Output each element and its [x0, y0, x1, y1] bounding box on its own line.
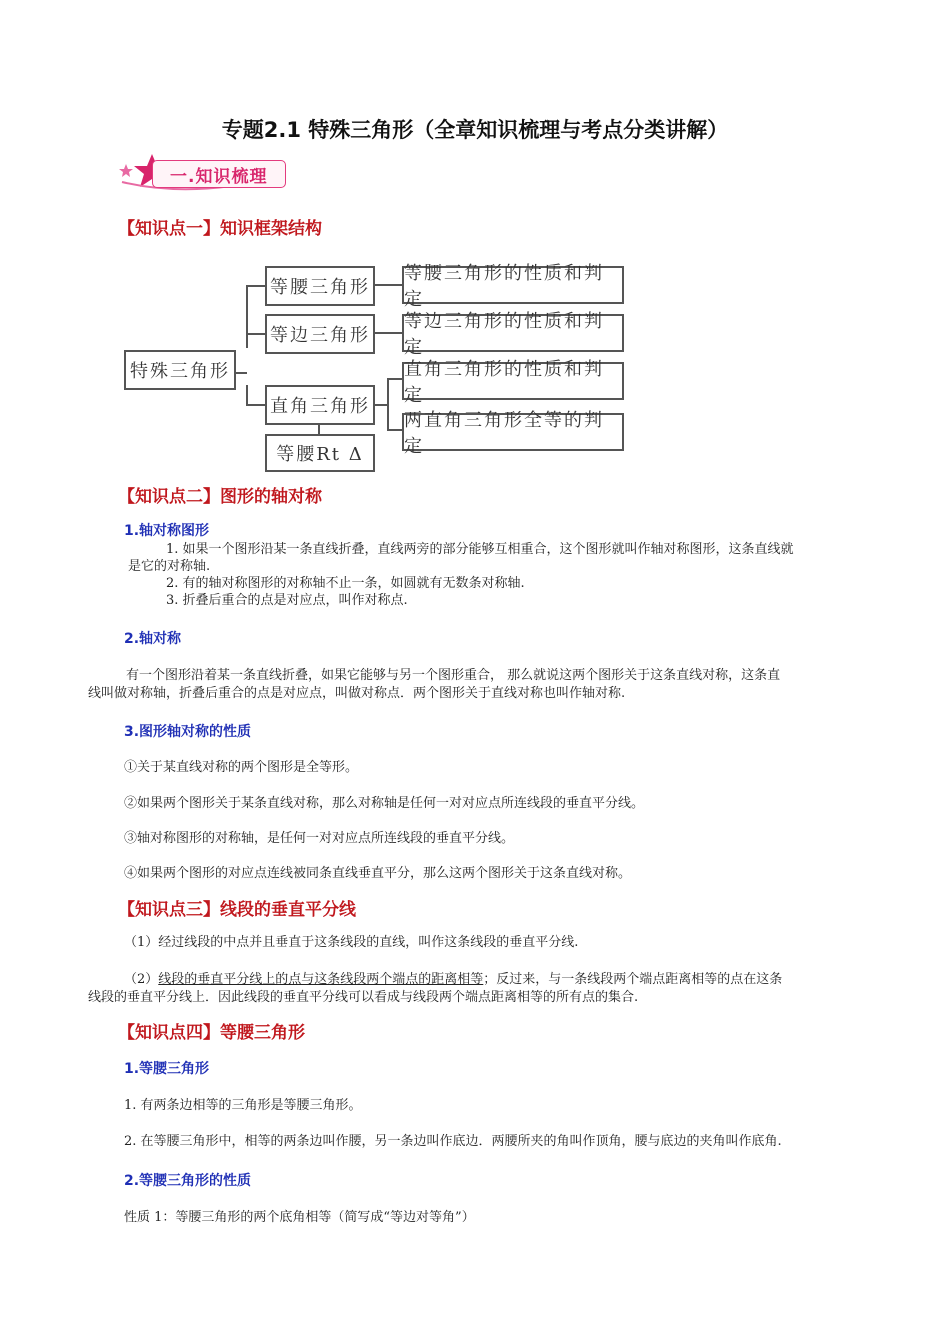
- kp2-s3-title: 3.图形轴对称的性质: [124, 724, 252, 740]
- kp2-s1-p2: 2. 有的轴对称图形的对称轴不止一条，如圆就有无数条对称轴.: [166, 576, 525, 591]
- node-equilateral-property: 等边三角形的性质和判定: [402, 314, 624, 352]
- kp3-p2: [124, 970, 782, 989]
- kp3-p2b: 线段的垂直平分线上．因此线段的垂直平分线可以看成与线段两个端点距离相等的所有点的集合.: [88, 990, 639, 1005]
- connector: [387, 378, 389, 430]
- kp2-s2-p1b: 线叫做对称轴，折叠后重合的点是对应点，叫做对称点．两个图形关于直线对称也叫作轴对称.: [88, 686, 626, 701]
- kp3-p2-underlined: 线段的垂直平分线上的点与这条线段两个端点的距离相等: [158, 972, 484, 987]
- connector: [246, 385, 248, 405]
- connector: [246, 285, 248, 348]
- connector: [246, 333, 266, 335]
- kp2-s3-item4: ④如果两个图形的对应点连线被同条直线垂直平分，那么这两个图形关于这条直线对称。: [124, 866, 632, 881]
- kp3-p2-prefix: （2）: [124, 972, 159, 987]
- kp3-heading: 【知识点三】线段的垂直平分线: [118, 900, 356, 920]
- connector: [246, 404, 266, 406]
- banner-label: 一.知识梳理: [170, 167, 268, 187]
- kp1-heading: 【知识点一】知识框架结构: [118, 219, 322, 239]
- kp4-s1-p2: 2. 在等腰三角形中，相等的两条边叫作腰，另一条边叫作底边．两腰所夹的角叫作顶角，腰与底边的夹角叫作底角.: [124, 1134, 782, 1149]
- node-equilateral: 等边三角形: [265, 314, 375, 354]
- kp2-s3-item2: ②如果两个图形关于某条直线对称，那么对称轴是任何一对对应点所连线段的垂直平分线。: [124, 796, 645, 811]
- kp2-s1-title: 1.轴对称图形: [124, 523, 210, 539]
- kp2-s3-item3: ③轴对称图形的对称轴，是任何一对对应点所连线段的垂直平分线。: [124, 831, 515, 846]
- kp4-s1-p1: 1. 有两条边相等的三角形是等腰三角形。: [124, 1098, 362, 1113]
- kp3-p1: （1）经过线段的中点并且垂直于这条线段的直线，叫作这条线段的垂直平分线.: [124, 935, 579, 950]
- kp4-s2-title: 2.等腰三角形的性质: [124, 1173, 252, 1189]
- kp4-heading: 【知识点四】等腰三角形: [118, 1023, 305, 1043]
- kp3-p2-rest: ；反过来，与一条线段两个端点距离相等的点在这条: [483, 972, 783, 987]
- kp2-s1-p1a: 1. 如果一个图形沿某一条直线折叠，直线两旁的部分能够互相重合，这个图形就叫作轴对称图形，这条直线就: [166, 542, 794, 557]
- kp2-s2-title: 2.轴对称: [124, 631, 182, 647]
- connector: [372, 332, 402, 334]
- node-right: 直角三角形: [265, 385, 375, 425]
- kp4-s1-title: 1.等腰三角形: [124, 1061, 210, 1077]
- knowledge-diagram: [0, 0, 950, 480]
- node-root: 特殊三角形: [124, 350, 236, 390]
- node-isosceles: 等腰三角形: [265, 266, 375, 306]
- connector: [387, 378, 403, 380]
- kp4-s2-p1: 性质 1：等腰三角形的两个底角相等（简写成“等边对等角”）: [124, 1210, 475, 1225]
- node-isosceles-right: 等腰Rt Δ: [265, 434, 375, 472]
- kp2-s1-p1b: 是它的对称轴.: [128, 559, 211, 574]
- node-isosceles-property: 等腰三角形的性质和判定: [402, 266, 624, 304]
- connector: [387, 429, 403, 431]
- connector: [372, 284, 402, 286]
- node-right-property: 直角三角形的性质和判定: [402, 362, 624, 400]
- node-right-congruence: 两直角三角形全等的判定: [402, 413, 624, 451]
- page-title: 专题2.1 特殊三角形（全章知识梳理与考点分类讲解）: [221, 118, 729, 142]
- kp2-heading: 【知识点二】图形的轴对称: [118, 487, 322, 507]
- kp2-s3-item1: ①关于某直线对称的两个图形是全等形。: [124, 760, 359, 775]
- connector: [246, 285, 266, 287]
- kp2-s1-p3: 3. 折叠后重合的点是对应点，叫作对称点.: [166, 593, 408, 608]
- kp2-s2-p1a: 有一个图形沿着某一条直线折叠，如果它能够与另一个图形重合， 那么就说这两个图形关于这条直线对称，这条直: [126, 668, 781, 683]
